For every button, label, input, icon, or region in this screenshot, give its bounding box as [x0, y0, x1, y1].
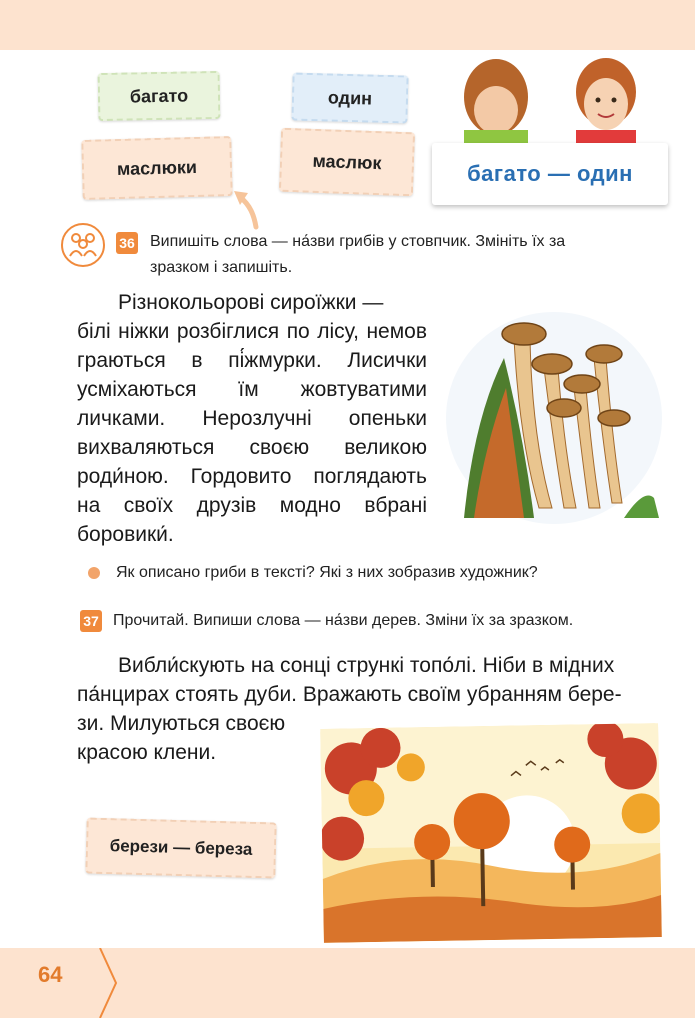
task-36-number: 36	[116, 232, 138, 254]
curved-arrow-icon	[228, 185, 278, 230]
sample-card: берези — береза	[85, 818, 276, 879]
task-36-line2: зразком і запишіть.	[150, 259, 293, 276]
mushroom-text-line: роди́ною. Гордовито поглядають	[77, 465, 427, 488]
children-illustration	[436, 52, 666, 152]
page-number: 64	[38, 962, 63, 987]
question-bullet	[88, 567, 100, 579]
tree-text-line: красою клени.	[77, 741, 217, 764]
card-bahato: багато	[98, 71, 221, 121]
mushroom-text-line: на своїх друзів модно вбрані	[77, 494, 427, 517]
mushroom-text-line: вихваляються своєю великою	[77, 436, 427, 459]
pair-work-icon	[60, 222, 106, 268]
top-decor-band	[0, 0, 695, 50]
question-text: Як описано гриби в тексті? Які з них зобразив художник?	[116, 564, 538, 581]
mushroom-text-line: усміхаються їм жовтуватими	[77, 378, 427, 401]
tree-text-line: Вибли́скують на сонці стрункі топо́лі. Ніби в мідних	[118, 654, 615, 677]
tree-text-line: зи. Милуються своєю	[77, 712, 286, 735]
page-corner-icon	[96, 948, 126, 1018]
mushroom-text-line: граються в пі́жмурки. Лисички	[77, 349, 427, 372]
sign-bahato-odyn: багато — один	[432, 143, 668, 205]
task-37-number: 37	[80, 610, 102, 632]
card-masliuk: маслюк	[279, 128, 415, 197]
task-36-line1: Випишіть слова — на́зви грибів у стовпчик. Змініть їх за	[150, 233, 566, 250]
mushroom-text-line: боровики́.	[77, 523, 174, 546]
task-37-text: Прочитай. Випиши слова — на́зви дерев. Зміни їх за зразком.	[113, 612, 574, 629]
mushroom-text-line: білі ніжки розбіглися по лісу, немов	[77, 320, 427, 343]
autumn-trees-illustration	[320, 723, 662, 943]
card-masliuky: маслюки	[81, 136, 233, 200]
card-odyn: один	[291, 72, 408, 123]
mushroom-text-line: Різнокольорові сироїжки —	[118, 291, 384, 314]
mushrooms-illustration	[444, 298, 664, 526]
tree-text-line: па́нцирах стоять дуби. Вражають своїм убранням бере-	[77, 683, 622, 706]
mushroom-text-line: личками. Нерозлучні опеньки	[77, 407, 427, 430]
